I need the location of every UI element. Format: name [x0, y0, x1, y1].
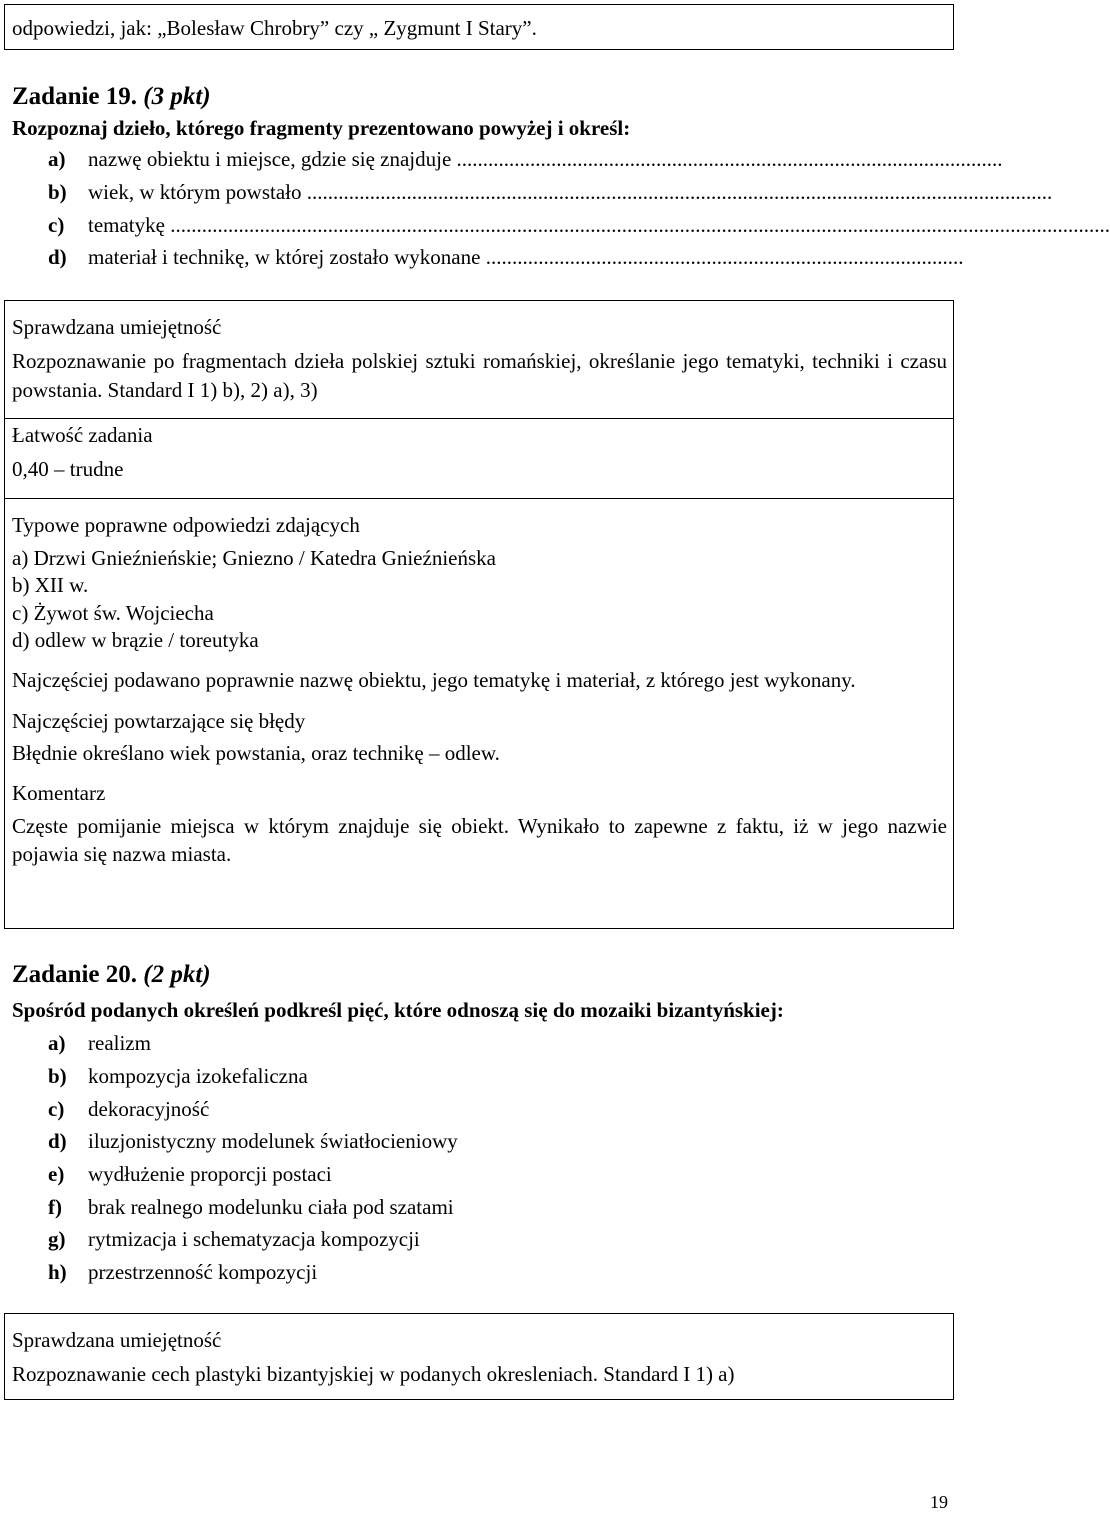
option-text: tematykę ................................................................................................................................................................................... [88, 212, 1110, 237]
option-label: a) [48, 147, 66, 172]
answer-item: c) Żywot św. Wojciecha [12, 600, 214, 625]
option-text: materiał i technikę, w której zostało wykonane ........................................................................................... [88, 245, 964, 270]
comment-heading: Komentarz [12, 781, 106, 806]
option-label: c) [48, 1096, 65, 1121]
task20-option [48, 1158, 948, 1191]
option-text: przestrzenność kompozycji [88, 1259, 318, 1284]
answer-item: d) odlew w brązie / toreutyka [12, 627, 259, 652]
option-label: c) [48, 212, 65, 237]
task20-prompt: Spośród podanych określeń podkreśl pięć, które odnoszą się do mozaiki bizantyńskiej: [12, 998, 784, 1022]
top-box [4, 4, 954, 50]
comment-text: Częste pomijanie miejsca w którym znajduje się obiekt. Wynikało to zapewne z faktu, iż w jego nazwie pojawia się nazwa miasta. [12, 813, 947, 866]
task19-option [48, 143, 1003, 176]
answer-item: a) Drzwi Gnieźnieńskie; Gniezno / Katedra Gnieźnieńska [12, 546, 496, 571]
option-text: wydłużenie proporcji postaci [88, 1161, 332, 1186]
task20-option [48, 1060, 948, 1093]
ease-heading: Łatwość zadania [12, 423, 153, 448]
skill-text: Rozpoznawanie cech plastyki bizantyjskiej w podanych okresleniach. Standard I 1) a) [12, 1362, 735, 1387]
skill-heading: Sprawdzana umiejętność [12, 315, 222, 339]
task19-title-label: Zadanie 19. [12, 83, 138, 110]
ease-value: 0,40 – trudne [12, 457, 124, 482]
task19-options [48, 143, 1110, 274]
skill-text: Rozpoznawanie po fragmentach dzieła polskiej sztuki romańskiej, określanie jego tematyki, techniki i czasu powstania. Standard I 1) b), 2) a), 3) [12, 349, 947, 402]
task19-info-box [4, 300, 954, 929]
task20-options [48, 1027, 948, 1289]
divider [5, 498, 953, 499]
task19-title [12, 80, 211, 114]
option-label: e) [48, 1161, 65, 1186]
task19-points: (3 pkt) [143, 83, 211, 110]
task20-option [48, 1092, 948, 1125]
task20-title [12, 958, 211, 992]
option-text: iluzjonistyczny modelunek światłocieniowy [88, 1129, 458, 1154]
option-label: h) [48, 1259, 67, 1284]
task20-option [48, 1125, 948, 1158]
task19-prompt: Rozpoznaj dzieło, którego fragmenty prezentowano powyżej i określ: [12, 116, 631, 140]
option-label: a) [48, 1031, 66, 1056]
ease-section [12, 421, 947, 484]
divider [5, 418, 953, 419]
option-label: f) [48, 1194, 62, 1219]
task19-option [48, 208, 1110, 241]
answers-list [12, 545, 947, 654]
option-text: nazwę obiektu i miejsce, gdzie się znajduje ........................................................................................................ [88, 147, 1003, 172]
option-text: wiek, w którym powstało .............................................................................................................................................. [88, 179, 1053, 204]
errors-text: Błędnie określano wiek powstania, oraz technikę – odlew. [12, 740, 500, 765]
task20-option [48, 1256, 948, 1289]
skill-section [12, 313, 947, 404]
top-box-text: odpowiedzi, jak: „Bolesław Chrobry” czy „ Zygmunt I Stary”. [12, 16, 537, 40]
option-text: kompozycja izokefaliczna [88, 1063, 308, 1088]
task20-option [48, 1027, 948, 1060]
option-text: rytmizacja i schematyzacja kompozycji [88, 1227, 420, 1252]
option-label: d) [48, 1129, 67, 1154]
errors-heading: Najczęściej powtarzające się błędy [12, 708, 306, 733]
answers-section [12, 511, 947, 869]
option-label: d) [48, 245, 67, 270]
option-text: realizm [88, 1031, 151, 1056]
task19-option [48, 176, 1053, 209]
task20-points: (2 pkt) [143, 961, 211, 988]
option-text: brak realnego modelunku ciała pod szatami [88, 1194, 454, 1219]
answers-note: Najczęściej podawano poprawnie nazwę obiektu, jego tematykę i materiał, z którego jest wykonany. [12, 668, 856, 693]
task20-info-box [4, 1313, 954, 1400]
task20-title-label: Zadanie 20. [12, 961, 138, 988]
answer-item: b) XII w. [12, 573, 89, 598]
option-label: g) [48, 1227, 66, 1252]
answers-heading: Typowe poprawne odpowiedzi zdających [12, 512, 360, 537]
task20-option [48, 1190, 948, 1223]
task20-option [48, 1223, 948, 1256]
option-label: b) [48, 179, 67, 204]
option-text: dekoracyjność [88, 1096, 210, 1121]
skill-heading: Sprawdzana umiejętność [12, 1328, 222, 1352]
task19-option [48, 241, 964, 274]
page-number: 19 [930, 1492, 948, 1512]
option-label: b) [48, 1063, 67, 1088]
